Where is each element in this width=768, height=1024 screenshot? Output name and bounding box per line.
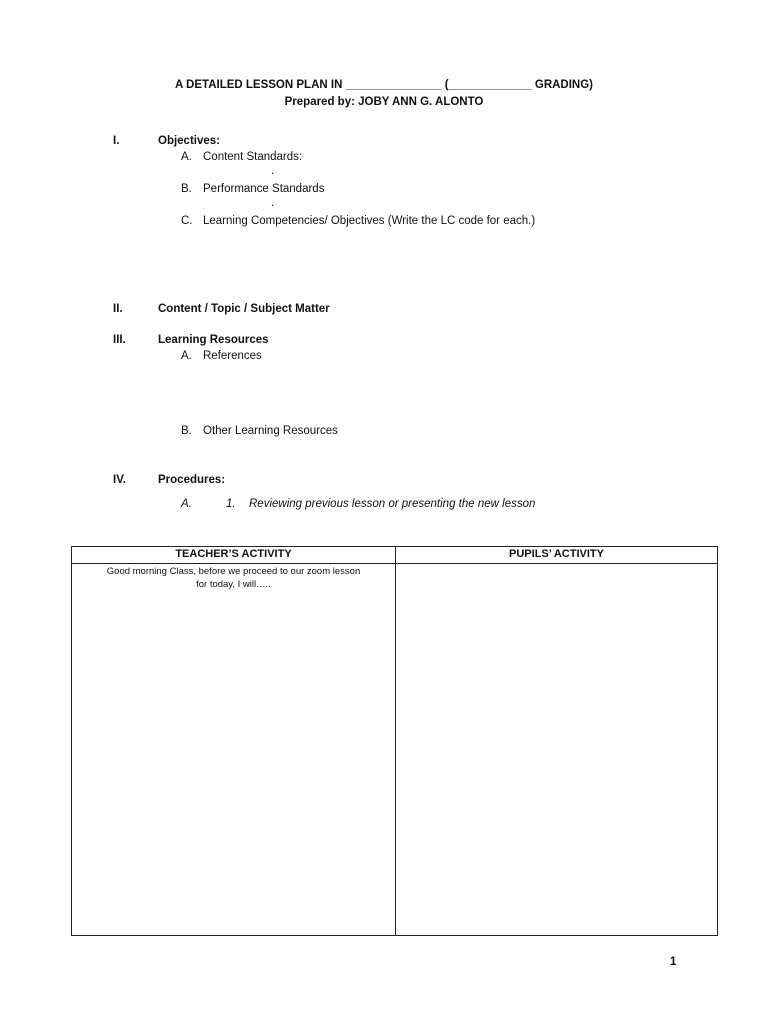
item-letter-performance-standards: B. bbox=[181, 183, 192, 195]
prepared-by: Prepared by: JOBY ANN G. ALONTO bbox=[284, 96, 484, 108]
teachers-activity-header: TEACHER’S ACTIVITY bbox=[175, 548, 292, 560]
item-letter-content-standards: A. bbox=[181, 151, 192, 163]
section-heading-objectives: Objectives: bbox=[158, 135, 220, 147]
activity-table bbox=[71, 546, 718, 936]
content-standards-label: Content Standards: bbox=[203, 151, 303, 163]
section-number-objectives: I. bbox=[113, 135, 120, 147]
table-header-divider bbox=[72, 563, 717, 564]
item-letter-other-resources: B. bbox=[181, 425, 192, 437]
section-heading-resources: Learning Resources bbox=[158, 334, 269, 346]
performance-standards-placeholder: . bbox=[271, 197, 275, 209]
section-heading-content: Content / Topic / Subject Matter bbox=[158, 303, 330, 315]
procedure-step-number: 1. bbox=[226, 498, 236, 510]
learning-competencies-label: Learning Competencies/ Objectives (Write the LC code for each.) bbox=[203, 215, 536, 227]
teachers-activity-cell bbox=[72, 565, 395, 591]
content-standards-placeholder: . bbox=[271, 165, 275, 177]
section-number-content: II. bbox=[113, 303, 123, 315]
page-number: 1 bbox=[670, 956, 677, 968]
pupils-activity-header: PUPILS’ ACTIVITY bbox=[509, 548, 604, 560]
item-letter-references: A. bbox=[181, 350, 192, 362]
procedure-letter: A. bbox=[181, 498, 192, 510]
section-number-resources: III. bbox=[113, 334, 126, 346]
procedure-step-label: Reviewing previous lesson or presenting the new lesson bbox=[249, 498, 536, 510]
table-column-divider bbox=[395, 547, 396, 935]
other-resources-label: Other Learning Resources bbox=[203, 425, 338, 437]
document-title: A DETAILED LESSON PLAN IN _______________ (_____________ GRADING) bbox=[174, 79, 594, 91]
section-number-procedures: IV. bbox=[113, 474, 127, 486]
teachers-activity-line-1: Good morning Class, before we proceed to our zoom lesson bbox=[106, 566, 361, 577]
performance-standards-label: Performance Standards bbox=[203, 183, 325, 195]
item-letter-learning-competencies: C. bbox=[181, 215, 193, 227]
references-label: References bbox=[203, 350, 262, 362]
section-heading-procedures: Procedures: bbox=[158, 474, 226, 486]
teachers-activity-line-2: for today, I will….. bbox=[196, 579, 271, 590]
